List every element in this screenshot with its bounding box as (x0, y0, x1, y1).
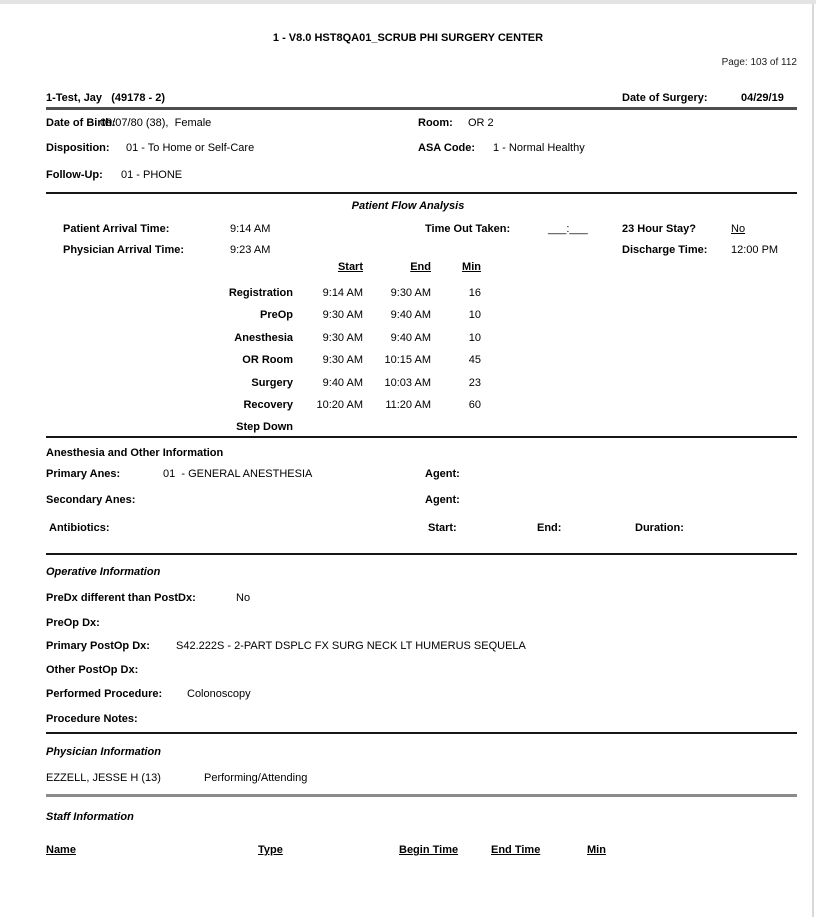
dob-label: Date of Birth: (46, 117, 116, 129)
primary-postop-row (0, 639, 816, 654)
flow-stage-start: 9:40 AM (322, 377, 363, 389)
anesthesia-section-title: Anesthesia and Other Information (46, 447, 224, 459)
flow-times-row-1 (0, 222, 816, 237)
flow-col-min: Min (462, 261, 481, 273)
divider-above-physician-section (46, 732, 797, 734)
room-value: OR 2 (468, 117, 494, 129)
flow-stage-end: 9:30 AM (390, 287, 431, 299)
primary-postop-label: Primary PostOp Dx: (46, 640, 150, 652)
physician-section-title: Physician Information (46, 746, 161, 758)
staff-col-end-time: End Time (491, 844, 541, 856)
asa-code-value: 1 - Normal Healthy (493, 142, 585, 154)
date-of-surgery-value: 04/29/19 (741, 92, 784, 104)
procedure-notes-label: Procedure Notes: (46, 713, 138, 725)
physician-arrival-label: Physician Arrival Time: (63, 244, 185, 256)
stay-23hr-value: No (731, 223, 746, 235)
staff-col-min: Min (587, 844, 606, 856)
agent-label-1: Agent: (425, 468, 460, 480)
staff-section-title: Staff Information (46, 811, 134, 823)
time-out-label: Time Out Taken: (425, 223, 511, 235)
physician-name: EZZELL, JESSE H (13) (46, 772, 161, 784)
flow-stage-start: 9:14 AM (322, 287, 363, 299)
flow-col-end: End (410, 261, 431, 273)
flow-stage-start: 9:30 AM (322, 354, 363, 366)
flow-section-header (0, 199, 816, 214)
flow-stage-start: 9:30 AM (322, 309, 363, 321)
patient-arrival-value: 9:14 AM (230, 223, 271, 235)
flow-table-row (0, 398, 816, 413)
predx-label: PreDx different than PostDx: (46, 592, 196, 604)
divider-under-patient-header (46, 107, 797, 110)
antibiotics-start-label: Start: (428, 522, 457, 534)
disposition-asa-row (0, 141, 816, 156)
followup-label: Follow-Up: (46, 169, 103, 181)
followup-row (0, 168, 816, 183)
secondary-anes-row (0, 493, 816, 508)
flow-stage-label: Step Down (236, 421, 293, 433)
divider-above-operative-section (46, 553, 797, 555)
predx-row (0, 591, 816, 606)
flow-table-row (0, 286, 816, 301)
flow-times-row-2 (0, 243, 816, 258)
operative-section-header (0, 565, 816, 580)
secondary-anes-label: Secondary Anes: (46, 494, 136, 506)
report-header (0, 31, 816, 46)
primary-postop-value: S42.222S - 2-PART DSPLC FX SURG NECK LT HUMERUS SEQUELA (176, 640, 526, 652)
flow-section-title: Patient Flow Analysis (351, 200, 465, 212)
antibiotics-label: Antibiotics: (49, 522, 110, 534)
flow-stage-min: 16 (468, 287, 481, 299)
flow-stage-label: PreOp (259, 309, 293, 321)
dob-room-row (0, 116, 816, 131)
flow-stage-min: 10 (468, 332, 481, 344)
staff-col-name: Name (46, 844, 76, 856)
antibiotics-duration-label: Duration: (635, 522, 684, 534)
disposition-label: Disposition: (46, 142, 110, 154)
flow-col-start: Start (337, 261, 363, 273)
staff-col-begin-time: Begin Time (399, 844, 459, 856)
discharge-time-label: Discharge Time: (622, 244, 708, 256)
flow-stage-end: 9:40 AM (390, 309, 431, 321)
flow-stage-start: 10:20 AM (316, 399, 363, 411)
other-postop-label: Other PostOp Dx: (46, 664, 139, 676)
dob-value: 09/07/80 (38), Female (100, 117, 212, 129)
flow-table-row (0, 376, 816, 391)
primary-anes-value: 01 - GENERAL ANESTHESIA (163, 468, 313, 480)
flow-table-header-row (0, 260, 816, 275)
antibiotics-row (0, 521, 816, 536)
flow-stage-end: 10:03 AM (384, 377, 431, 389)
report-title: 1 - V8.0 HST8QA01_SCRUB PHI SURGERY CENTER (272, 32, 544, 44)
performed-procedure-value: Colonoscopy (187, 688, 251, 700)
asa-code-label: ASA Code: (418, 142, 476, 154)
stay-23hr-label: 23 Hour Stay? (622, 223, 696, 235)
divider-above-flow-section (46, 192, 797, 194)
disposition-value: 01 - To Home or Self-Care (126, 142, 255, 154)
other-postop-row (0, 663, 816, 678)
time-out-blank-field: ___:___ (548, 223, 588, 235)
flow-stage-label: Anesthesia (234, 332, 293, 344)
agent-label-2: Agent: (425, 494, 460, 506)
flow-stage-end: 9:40 AM (390, 332, 431, 344)
patient-name: 1-Test, Jay (49178 - 2) (46, 92, 166, 104)
predx-value: No (236, 592, 251, 604)
flow-table-row (0, 353, 816, 368)
physician-section-header (0, 745, 816, 760)
flow-stage-label: Surgery (251, 377, 293, 389)
anesthesia-section-header (0, 446, 816, 461)
preop-dx-label: PreOp Dx: (46, 617, 100, 629)
performed-procedure-row (0, 687, 816, 702)
room-label: Room: (418, 117, 453, 129)
physician-role: Performing/Attending (204, 772, 308, 784)
procedure-notes-row (0, 712, 816, 727)
staff-col-type: Type (258, 844, 283, 856)
divider-above-staff-section (46, 794, 797, 797)
antibiotics-end-label: End: (537, 522, 562, 534)
flow-stage-min: 23 (468, 377, 481, 389)
flow-stage-label: Registration (228, 287, 293, 299)
followup-value: 01 - PHONE (121, 169, 183, 181)
page-number-row (0, 56, 816, 71)
primary-anes-label: Primary Anes: (46, 468, 121, 480)
staff-section-header (0, 810, 816, 825)
operative-section-title: Operative Information (46, 566, 161, 578)
flow-stage-start: 9:30 AM (322, 332, 363, 344)
physician-arrival-value: 9:23 AM (230, 244, 271, 256)
date-of-surgery-label: Date of Surgery: (622, 92, 708, 104)
flow-table-row (0, 308, 816, 323)
flow-stage-end: 10:15 AM (384, 354, 431, 366)
performed-procedure-label: Performed Procedure: (46, 688, 163, 700)
flow-table-row (0, 420, 816, 435)
primary-anes-row (0, 467, 816, 482)
discharge-time-value: 12:00 PM (731, 244, 779, 256)
flow-stage-label: OR Room (242, 354, 293, 366)
page-number: Page: 103 of 112 (721, 57, 797, 68)
page-top-edge (0, 0, 816, 4)
divider-above-anesthesia-section (46, 436, 797, 438)
preop-dx-row (0, 616, 816, 631)
flow-table-row (0, 331, 816, 346)
flow-stage-min: 45 (468, 354, 481, 366)
flow-stage-end: 11:20 AM (385, 399, 431, 411)
flow-stage-min: 10 (468, 309, 481, 321)
flow-stage-label: Recovery (243, 399, 293, 411)
physician-row (0, 771, 816, 786)
patient-header-row (0, 91, 816, 106)
staff-table-header-row (0, 843, 816, 858)
flow-stage-min: 60 (468, 399, 481, 411)
patient-arrival-label: Patient Arrival Time: (63, 223, 170, 235)
